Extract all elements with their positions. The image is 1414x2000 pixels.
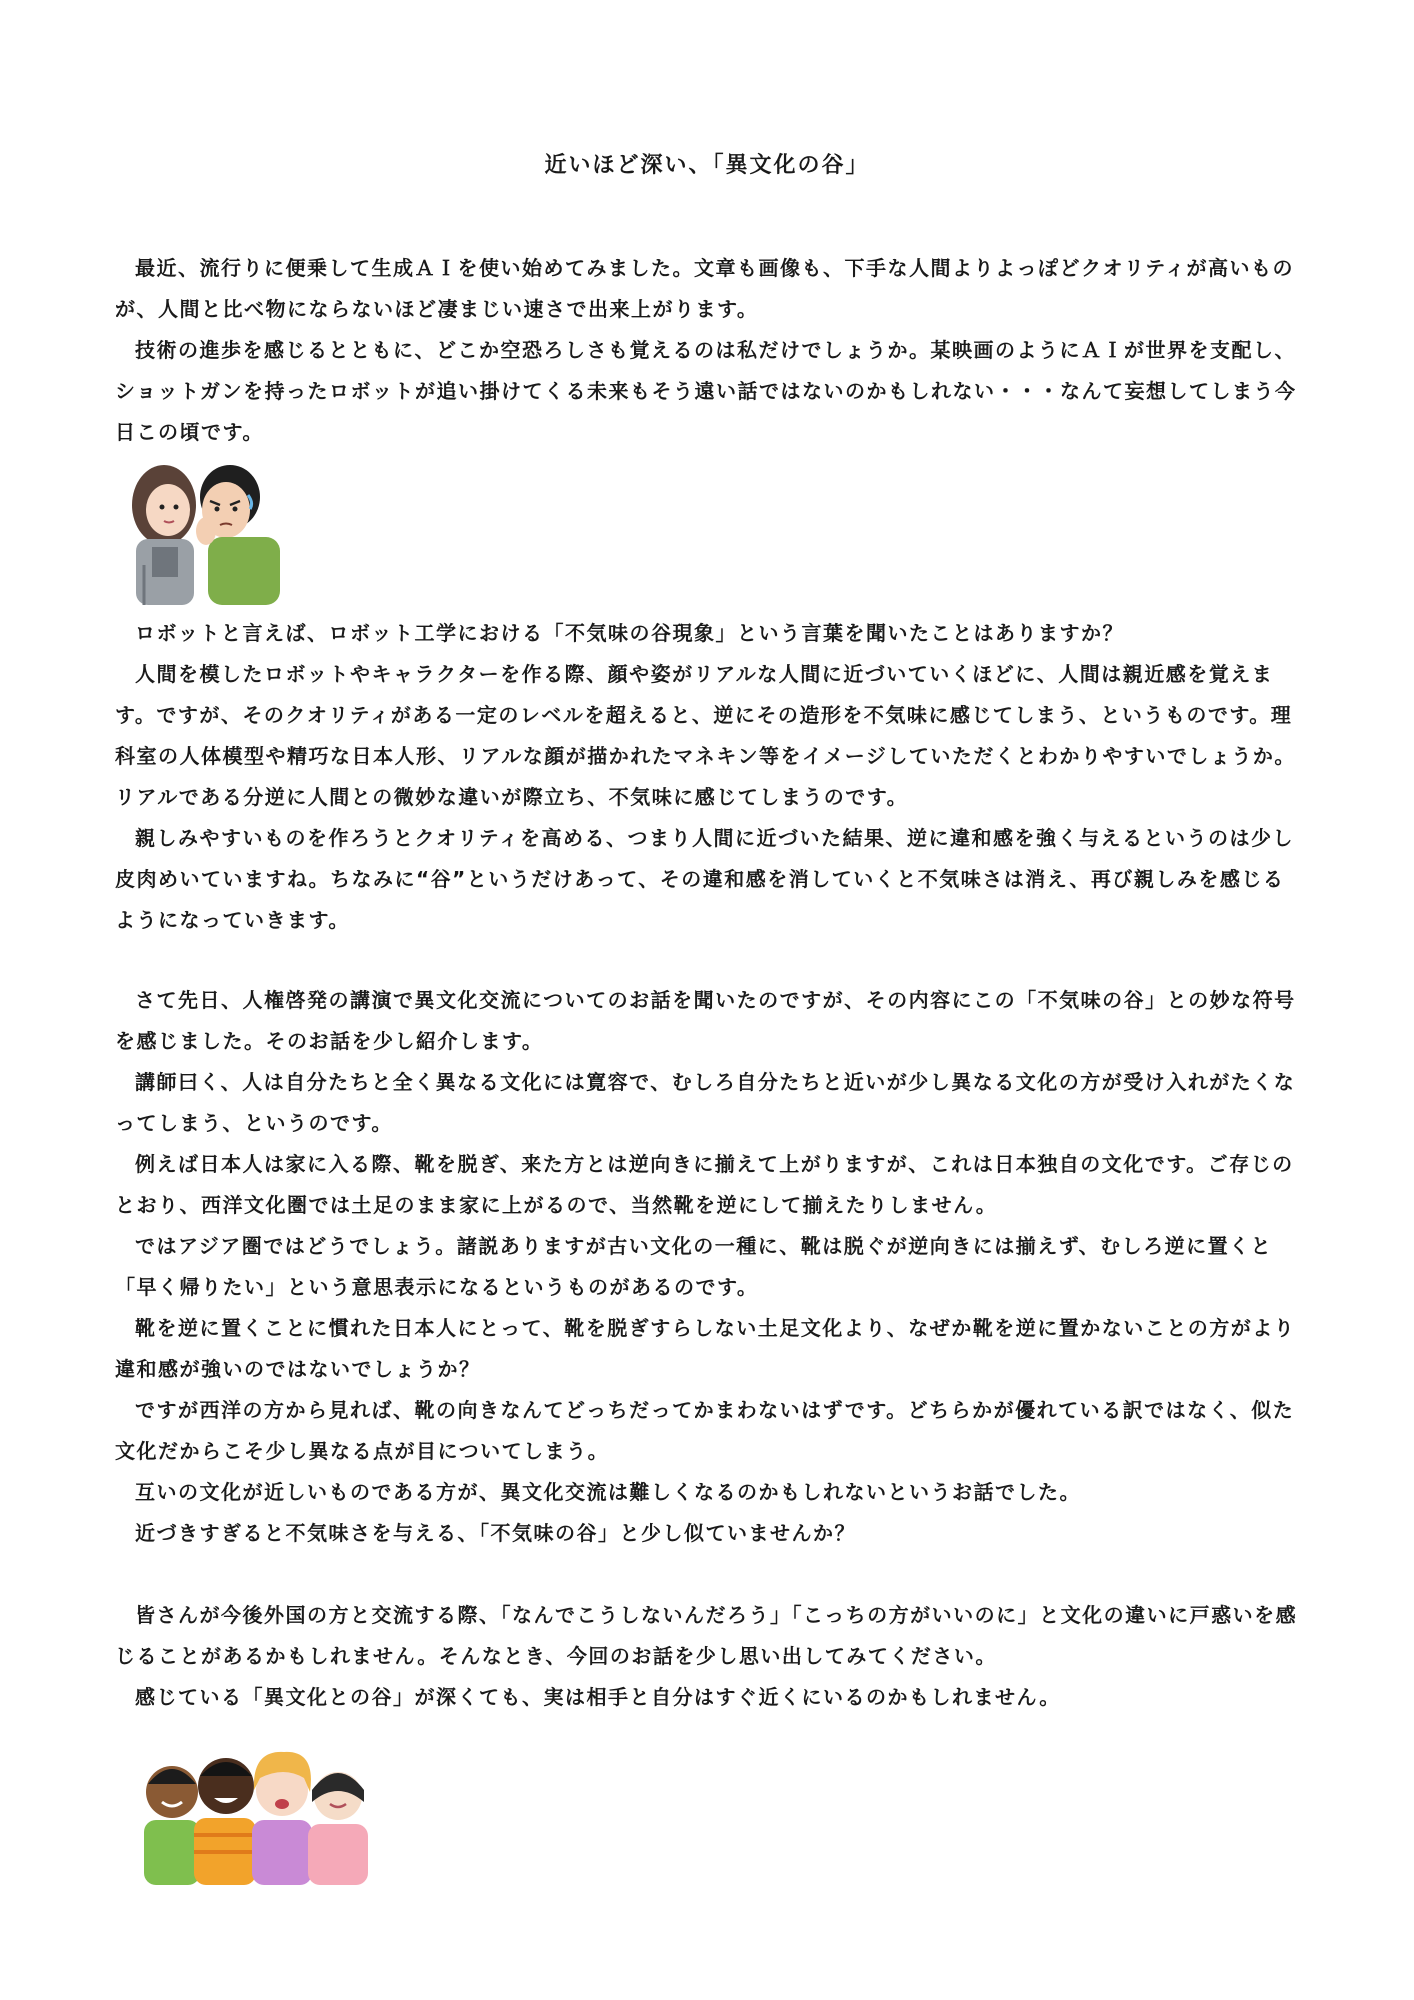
paragraph: ですが西洋の方から見れば、靴の向きなんてどっちだってかまわないはずです。どちらかが優れている訳ではなく、似た文化だからこそ少し異なる点が目についてしまう。 <box>115 1398 1295 1463</box>
section-closing <box>115 1595 1305 1718</box>
paragraph: 近づきすぎると不気味さを与える、「不気味の谷」と少し似ていませんか？ <box>135 1521 856 1545</box>
paragraph: 親しみやすいものを作ろうとクオリティを高める、つまり人間に近づいた結果、逆に違和感を強く与えるというのは少し皮肉めいていますね。ちなみに“谷”というだけあって、その違和感を消していくと不気味さは消え、再び親しみを感じるようになっていきます。 <box>115 826 1294 932</box>
paragraph: 感じている「異文化との谷」が深くても、実は相手と自分はすぐ近くにいるのかもしれません。 <box>135 1685 1061 1709</box>
whispering-people-illustration <box>122 455 287 605</box>
paragraph: ロボットと言えば、ロボット工学における「不気味の谷現象」という言葉を聞いたことはありますか？ <box>135 621 1124 645</box>
diverse-group-illustration <box>140 1740 390 1885</box>
paragraph: 例えば日本人は家に入る際、靴を脱ぎ、来た方とは逆向きに揃えて上がりますが、これは日本独自の文化です。ご存じのとおり、西洋文化圏では土足のまま家に上がるので、当然靴を逆にして揃えたりしません。 <box>115 1152 1294 1217</box>
paragraph: ではアジア圏ではどうでしょう。諸説ありますが古い文化の一種に、靴は脱ぐが逆向きには揃えず、むしろ逆に置くと「早く帰りたい」という意思表示になるというものがあるのです。 <box>115 1234 1273 1299</box>
section-cultural-exchange <box>115 980 1305 1554</box>
paragraph: 皆さんが今後外国の方と交流する際、「なんでこうしないんだろう」「こっちの方がいいのに」と文化の違いに戸惑いを感じることがあるかもしれません。そんなとき、今回のお話を少し思い出してみてください。 <box>115 1603 1298 1668</box>
paragraph: 最近、流行りに便乗して生成ＡＩを使い始めてみました。文章も画像も、下手な人間よりよっぽどクオリティが高いものが、人間と比べ物にならないほど凄まじい速さで出来上がります。 <box>115 256 1294 321</box>
section-uncanny-valley <box>115 613 1305 941</box>
document-title: 近いほど深い、「異文化の谷」 <box>544 153 870 178</box>
paragraph: 靴を逆に置くことに慣れた日本人にとって、靴を脱ぎすらしない土足文化より、なぜか靴を逆に置かないことの方がより違和感が強いのではないでしょうか？ <box>115 1316 1296 1381</box>
paragraph: 人間を模したロボットやキャラクターを作る際、顔や姿がリアルな人間に近づいていくほどに、人間は親近感を覚えます。ですが、そのクオリティがある一定のレベルを超えると、逆にその造形を不気味に感じてしまう、というものです。理科室の人体模型や精巧な日本人形、リアルな顔が描かれたマネキン等をイメージしていただくとわかりやすいでしょうか。リアルである分逆に人間との微妙な違いが際立ち、不気味に感じてしまうのです。 <box>115 662 1296 809</box>
paragraph: さて先日、人権啓発の講演で異文化交流についてのお話を聞いたのですが、その内容にこの「不気味の谷」との妙な符号を感じました。そのお話を少し紹介します。 <box>115 988 1296 1053</box>
paragraph: 技術の進歩を感じるとともに、どこか空恐ろしさも覚えるのは私だけでしょうか。某映画のようにＡＩが世界を支配し、ショットガンを持ったロボットが追い掛けてくる未来もそう遠い話ではないのかもしれない・・・なんて妄想してしまう今日この頃です。 <box>115 338 1297 444</box>
paragraph: 互いの文化が近しいものである方が、異文化交流は難しくなるのかもしれないというお話でした。 <box>135 1480 1081 1504</box>
paragraph: 講師曰く、人は自分たちと全く異なる文化には寛容で、むしろ自分たちと近いが少し異なる文化の方が受け入れがたくなってしまう、というのです。 <box>115 1070 1296 1135</box>
section-intro <box>115 248 1305 453</box>
